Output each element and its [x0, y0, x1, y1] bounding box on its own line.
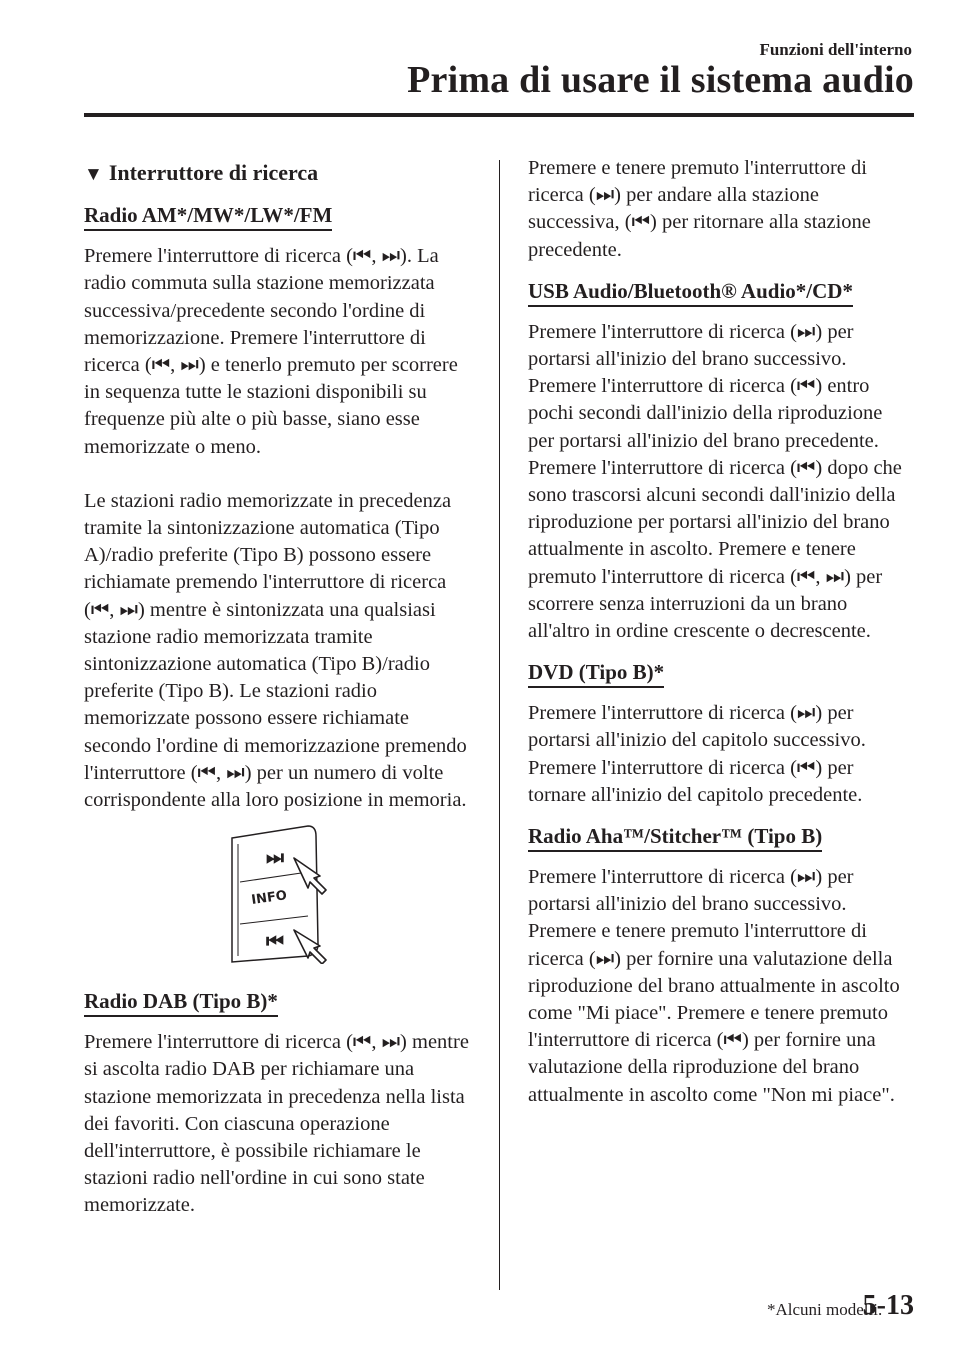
section-title	[84, 159, 469, 188]
page-title: Prima di usare il sistema audio	[407, 59, 914, 101]
arrow-pointer-top-icon	[294, 858, 326, 894]
paragraph-radio-am-1: Premere l'interruttore di ricerca (⏮, ⏭). La radio commuta sulla stazione memorizzata successiva/precedente secondo l'ordine di memorizzazione. Premere l'interruttore di ricerca (⏮, ⏭) e tenerlo premuto per scorrere in sequenza tutte le stazioni disponibili su frequenze più alte o più basse, siano esse memorizzate o meno.	[84, 245, 458, 458]
paragraph-intro: Premere e tenere premuto l'interruttore di ricerca (⏭) per andare alla stazione successiva, (⏮) per ritornare alla stazione precedente.	[528, 157, 871, 261]
subheading-dvd: DVD (Tipo B)*	[528, 659, 664, 688]
subheading-radio-am: Radio AM*/MW*/LW*/FM	[84, 202, 332, 231]
subheading-usb-audio: USB Audio/Bluetooth® Audio*/CD*	[528, 278, 853, 307]
info-label: INFO	[250, 888, 288, 909]
header-section-label: Funzioni dell'interno	[759, 40, 912, 59]
paragraph-radio-dab: Premere l'interruttore di ricerca (⏮, ⏭) mentre si ascolta radio DAB per richiamare una stazione memorizzata in precedenza nella lista dei favoriti. Con ciascuna operazione dell'interruttore, è possibile richiamare le stazioni radio nell'ordine in cui sono state memorizzate.	[84, 1031, 469, 1217]
header-rule	[84, 113, 914, 117]
paragraph-radio-aha: Premere l'interruttore di ricerca (⏭) per portarsi all'inizio del brano successivo. Premere e tenere premuto l'interruttore di ricerca (⏭) per fornire una valutazione della riproduzione del brano attualmente in ascolto come "Mi piace". Premere e tenere premuto l'interruttore di ricerca (⏮) per fornire una valutazione della riproduzione del brano attualmente in ascolto come "Non mi piace".	[528, 866, 900, 1106]
column-divider	[499, 160, 500, 1290]
page-number: 5-13	[862, 1290, 914, 1321]
paragraph-dvd: Premere l'interruttore di ricerca (⏭) per portarsi all'inizio del capitolo successivo. Premere l'interruttore di ricerca (⏮) per tornare all'inizio del capitolo precedente.	[528, 702, 866, 806]
left-column	[84, 155, 469, 1220]
seek-switch-illustration	[222, 824, 334, 964]
section-marker-icon: ▼	[84, 164, 103, 185]
next-track-icon: ⏭	[266, 845, 284, 870]
section-title-text: Interruttore di ricerca	[108, 160, 319, 185]
divider-line-top	[240, 872, 308, 882]
subheading-radio-dab: Radio DAB (Tipo B)*	[84, 988, 278, 1017]
arrow-pointer-bottom-icon	[294, 930, 326, 964]
right-column	[528, 155, 913, 1109]
divider-line-bottom	[240, 916, 308, 924]
subheading-radio-aha: Radio Aha™/Stitcher™ (Tipo B)	[528, 823, 822, 852]
footnote: *Alcuni modelli.	[767, 1300, 883, 1319]
paragraph-radio-am-2: Le stazioni radio memorizzate in precedenza tramite la sintonizzazione automatica (Tipo A)/radio preferite (Tipo B) possono essere richiamate premendo l'interruttore di ricerca (⏮, ⏭) mentre è sintonizzata una qualsiasi stazione radio memorizzata tramite sintonizzazione automatica (Tipo B)/radio preferite (Tipo B). Le stazioni radio memorizzate possono essere richiamate secondo l'ordine di memorizzazione premendo l'interruttore (⏮, ⏭) per un numero di volte corrispondente alla loro posizione in memoria.	[84, 489, 467, 812]
prev-track-icon: ⏮	[266, 929, 284, 954]
paragraph-usb-audio: Premere l'interruttore di ricerca (⏭) per portarsi all'inizio del brano successivo. Premere l'interruttore di ricerca (⏮) entro pochi secondi dall'inizio della riproduzione per portarsi all'inizio del brano precedente. Premere l'interruttore di ricerca (⏮) dopo che sono trascorsi alcuni secondi dall'inizio della riproduzione per portarsi all'inizio del brano attualmente in ascolto. Premere e tenere premuto l'interruttore di ricerca (⏮, ⏭) per scorrere senza interruzioni da un brano all'altro in ordine crescente o decrescente.	[528, 320, 902, 643]
